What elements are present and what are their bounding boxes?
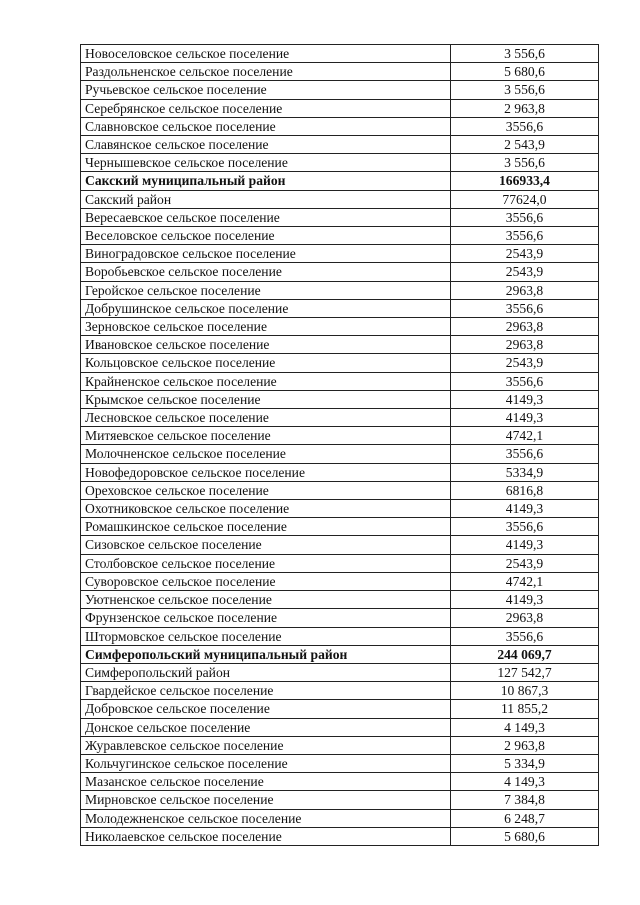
- settlement-name-cell: Веселовское сельское поселение: [81, 227, 451, 245]
- settlement-name-cell: Ромашкинское сельское поселение: [81, 518, 451, 536]
- amount-cell: 4742,1: [451, 427, 599, 445]
- amount-cell: 2963,8: [451, 609, 599, 627]
- amount-cell: 6 248,7: [451, 809, 599, 827]
- amount-cell: 4 149,3: [451, 718, 599, 736]
- settlement-name-cell: Ивановское сельское поселение: [81, 336, 451, 354]
- settlement-name-cell: Кольчугинское сельское поселение: [81, 754, 451, 772]
- amount-cell: 5 680,6: [451, 63, 599, 81]
- settlement-name-cell: Симферопольский муниципальный район: [81, 645, 451, 663]
- amount-cell: 4149,3: [451, 409, 599, 427]
- table-row: [81, 318, 599, 336]
- amount-cell: 4149,3: [451, 536, 599, 554]
- table-row: [81, 154, 599, 172]
- amount-cell: 2543,9: [451, 245, 599, 263]
- table-row: [81, 463, 599, 481]
- amount-cell: 3556,6: [451, 445, 599, 463]
- settlement-name-cell: Вересаевское сельское поселение: [81, 208, 451, 226]
- table-row: [81, 336, 599, 354]
- settlement-name-cell: Штормовское сельское поселение: [81, 627, 451, 645]
- table-row: [81, 754, 599, 772]
- table-row: [81, 481, 599, 499]
- table-row: [81, 117, 599, 135]
- settlement-name-cell: Славновское сельское поселение: [81, 117, 451, 135]
- table-row: [81, 299, 599, 317]
- settlement-name-cell: Лесновское сельское поселение: [81, 409, 451, 427]
- amount-cell: 3 556,6: [451, 81, 599, 99]
- table-row: [81, 773, 599, 791]
- table-row: [81, 372, 599, 390]
- settlement-name-cell: Зерновское сельское поселение: [81, 318, 451, 336]
- settlement-name-cell: Добрушинское сельское поселение: [81, 299, 451, 317]
- table-row: [81, 682, 599, 700]
- table-row: [81, 572, 599, 590]
- table-row: [81, 718, 599, 736]
- settlement-name-cell: Фрунзенское сельское поселение: [81, 609, 451, 627]
- district-total-row: [81, 645, 599, 663]
- settlement-name-cell: Охотниковское сельское поселение: [81, 500, 451, 518]
- table-row: [81, 208, 599, 226]
- settlement-name-cell: Молодежненское сельское поселение: [81, 809, 451, 827]
- table-row: [81, 536, 599, 554]
- amount-cell: 5334,9: [451, 463, 599, 481]
- settlement-name-cell: Молочненское сельское поселение: [81, 445, 451, 463]
- settlement-name-cell: Мирновское сельское поселение: [81, 791, 451, 809]
- amount-cell: 4149,3: [451, 500, 599, 518]
- settlement-name-cell: Виноградовское сельское поселение: [81, 245, 451, 263]
- amount-cell: 3556,6: [451, 518, 599, 536]
- settlement-name-cell: Симферопольский район: [81, 663, 451, 681]
- amount-cell: 3556,6: [451, 227, 599, 245]
- table-row: [81, 663, 599, 681]
- settlement-name-cell: Раздольненское сельское поселение: [81, 63, 451, 81]
- settlement-name-cell: Сакский район: [81, 190, 451, 208]
- table-row: [81, 63, 599, 81]
- amount-cell: 2963,8: [451, 318, 599, 336]
- amount-cell: 2543,9: [451, 263, 599, 281]
- settlement-name-cell: Серебрянское сельское поселение: [81, 99, 451, 117]
- settlement-name-cell: Чернышевское сельское поселение: [81, 154, 451, 172]
- settlement-name-cell: Столбовское сельское поселение: [81, 554, 451, 572]
- amount-cell: 4 149,3: [451, 773, 599, 791]
- amount-cell: 3556,6: [451, 299, 599, 317]
- settlement-name-cell: Новоселовское сельское поселение: [81, 45, 451, 63]
- amount-cell: 5 680,6: [451, 827, 599, 845]
- table-row: [81, 45, 599, 63]
- table-row: [81, 427, 599, 445]
- table-row: [81, 81, 599, 99]
- amount-cell: 127 542,7: [451, 663, 599, 681]
- amount-cell: 166933,4: [451, 172, 599, 190]
- amount-cell: 244 069,7: [451, 645, 599, 663]
- table-row: [81, 827, 599, 845]
- table-row: [81, 500, 599, 518]
- amount-cell: 2 963,8: [451, 736, 599, 754]
- table-row: [81, 281, 599, 299]
- table-row: [81, 245, 599, 263]
- settlement-name-cell: Донское сельское поселение: [81, 718, 451, 736]
- table-row: [81, 263, 599, 281]
- settlement-name-cell: Николаевское сельское поселение: [81, 827, 451, 845]
- amount-cell: 2963,8: [451, 336, 599, 354]
- table-row: [81, 809, 599, 827]
- amount-cell: 4149,3: [451, 591, 599, 609]
- settlement-name-cell: Новофедоровское сельское поселение: [81, 463, 451, 481]
- amount-cell: 77624,0: [451, 190, 599, 208]
- amount-cell: 2 543,9: [451, 136, 599, 154]
- table-row: [81, 700, 599, 718]
- table-row: [81, 190, 599, 208]
- settlement-name-cell: Суворовское сельское поселение: [81, 572, 451, 590]
- district-total-row: [81, 172, 599, 190]
- amount-cell: 5 334,9: [451, 754, 599, 772]
- table-row: [81, 736, 599, 754]
- settlement-name-cell: Крайненское сельское поселение: [81, 372, 451, 390]
- settlement-name-cell: Уютненское сельское поселение: [81, 591, 451, 609]
- amount-cell: 3 556,6: [451, 154, 599, 172]
- settlement-name-cell: Мазанское сельское поселение: [81, 773, 451, 791]
- table-row: [81, 554, 599, 572]
- table-row: [81, 627, 599, 645]
- settlement-name-cell: Крымское сельское поселение: [81, 390, 451, 408]
- table-row: [81, 591, 599, 609]
- table-row: [81, 354, 599, 372]
- settlement-name-cell: Ручьевское сельское поселение: [81, 81, 451, 99]
- budget-allocation-table: [80, 44, 599, 846]
- table-row: [81, 409, 599, 427]
- table-row: [81, 518, 599, 536]
- amount-cell: 3 556,6: [451, 45, 599, 63]
- table-row: [81, 609, 599, 627]
- settlement-name-cell: Журавлевское сельское поселение: [81, 736, 451, 754]
- amount-cell: 6816,8: [451, 481, 599, 499]
- amount-cell: 3556,6: [451, 627, 599, 645]
- settlement-name-cell: Славянское сельское поселение: [81, 136, 451, 154]
- amount-cell: 2 963,8: [451, 99, 599, 117]
- table-row: [81, 791, 599, 809]
- settlement-name-cell: Митяевское сельское поселение: [81, 427, 451, 445]
- settlement-name-cell: Кольцовское сельское поселение: [81, 354, 451, 372]
- amount-cell: 7 384,8: [451, 791, 599, 809]
- settlement-name-cell: Гвардейское сельское поселение: [81, 682, 451, 700]
- table-row: [81, 227, 599, 245]
- table-row: [81, 445, 599, 463]
- amount-cell: 3556,6: [451, 208, 599, 226]
- table-row: [81, 136, 599, 154]
- amount-cell: 3556,6: [451, 372, 599, 390]
- amount-cell: 2543,9: [451, 354, 599, 372]
- settlement-name-cell: Геройское сельское поселение: [81, 281, 451, 299]
- settlement-name-cell: Сакский муниципальный район: [81, 172, 451, 190]
- settlement-name-cell: Воробьевское сельское поселение: [81, 263, 451, 281]
- amount-cell: 4742,1: [451, 572, 599, 590]
- amount-cell: 4149,3: [451, 390, 599, 408]
- amount-cell: 2963,8: [451, 281, 599, 299]
- table-row: [81, 390, 599, 408]
- table-row: [81, 99, 599, 117]
- amount-cell: 2543,9: [451, 554, 599, 572]
- amount-cell: 10 867,3: [451, 682, 599, 700]
- settlement-name-cell: Ореховское сельское поселение: [81, 481, 451, 499]
- table-body: [81, 45, 599, 846]
- settlement-name-cell: Сизовское сельское поселение: [81, 536, 451, 554]
- settlement-name-cell: Добровское сельское поселение: [81, 700, 451, 718]
- amount-cell: 11 855,2: [451, 700, 599, 718]
- amount-cell: 3556,6: [451, 117, 599, 135]
